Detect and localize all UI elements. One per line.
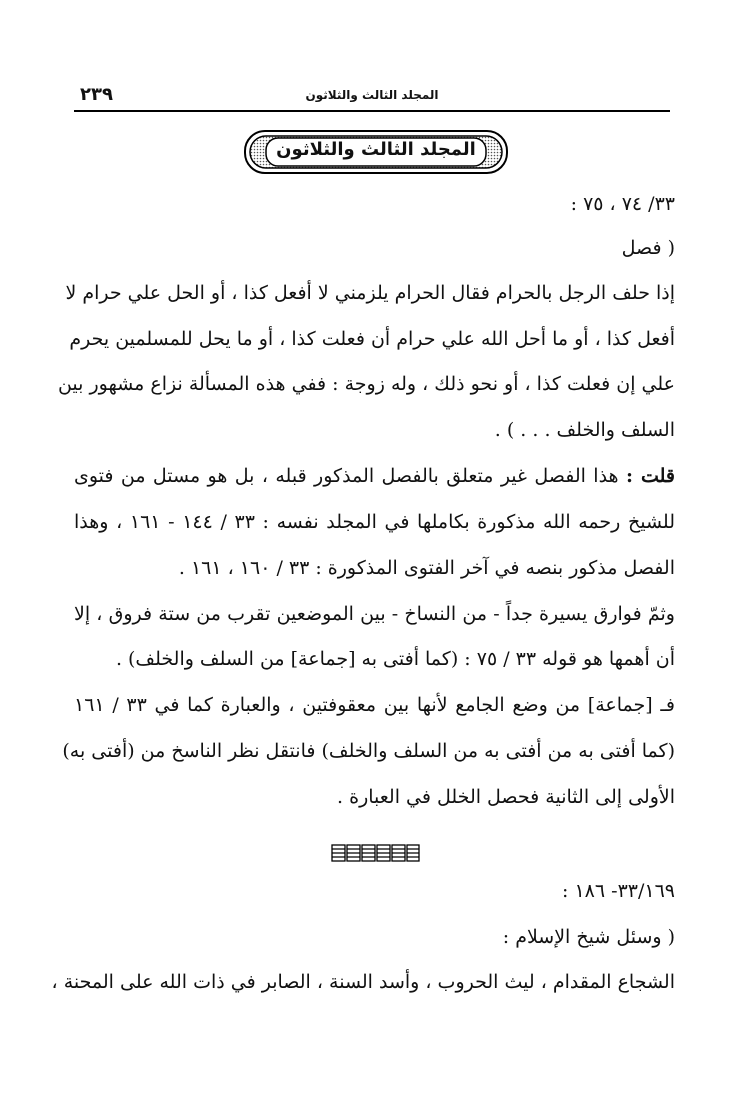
banner-title: المجلد الثالث والثلاثون	[276, 139, 476, 160]
volume-banner	[244, 130, 508, 174]
text-line: إذا حلف الرجل بالحرام فقال الحرام يلزمني لا أفعل كذا ، أو الحل علي حرام لا	[65, 282, 675, 304]
text-line: وثمّ فوارق يسيرة جداً - من النساخ - بين الموضعين تقرب من ستة فروق ، إلا	[74, 603, 675, 625]
page-header	[74, 84, 670, 112]
text-line: أن أهمها هو قوله ٣٣ / ٧٥ : (كما أفتى به [جماعة] من السلف والخلف) .	[115, 648, 675, 670]
text-segment: هذا الفصل غير متعلق بالفصل المذكور قبله ، بل هو مستل من فتوى	[74, 465, 619, 487]
text-line: علي إن فعلت كذا ، أو نحو ذلك ، وله زوجة : ففي هذه المسألة نزاع مشهور بين	[57, 373, 675, 395]
text-line: (كما أفتى به من أفتى به من السلف والخلف) فانتقل نظر الناسخ من (أفتى به)	[62, 740, 675, 762]
qult-label: قلت :	[625, 465, 675, 487]
text-line: الشجاع المقدام ، ليث الحروب ، وأسد السنة ، الصابر في ذات الله على المحنة ،	[51, 971, 675, 993]
text-line: للشيخ رحمه الله مذكورة بكاملها في المجلد نفسه : ٣٣ / ١٤٤ - ١٦١ ، وهذا	[74, 511, 675, 533]
reference-line: ٣٣/١٦٩- ١٨٦ :	[562, 880, 675, 902]
text-line: ( فصل	[621, 237, 675, 259]
text-line: أفعل كذا ، أو ما أحل الله علي حرام أن فعلت كذا ، أو ما يحل للمسلمين يحرم	[69, 328, 675, 350]
text-line	[74, 462, 675, 490]
text-line: ( وسئل شيخ الإسلام :	[502, 926, 675, 948]
page-number: ٢٣٩	[80, 84, 113, 105]
text-line: الأولى إلى الثانية فحصل الخلل في العبارة .	[337, 786, 675, 808]
section-separator-icon	[330, 842, 420, 864]
text-line: فـ [جماعة] من وضع الجامع لأنها بين معقوفتين ، والعبارة كما في ٣٣ / ١٦١	[74, 694, 675, 716]
text-line: الفصل مذكور بنصه في آخر الفتوى المذكورة : ٣٣ / ١٦٠ ، ١٦١ .	[178, 557, 675, 579]
running-title: المجلد الثالث والثلاثون	[305, 88, 439, 102]
reference-line: ٣٣/ ٧٤ ، ٧٥ :	[570, 193, 675, 215]
text-line: السلف والخلف . . . ) .	[494, 419, 675, 441]
